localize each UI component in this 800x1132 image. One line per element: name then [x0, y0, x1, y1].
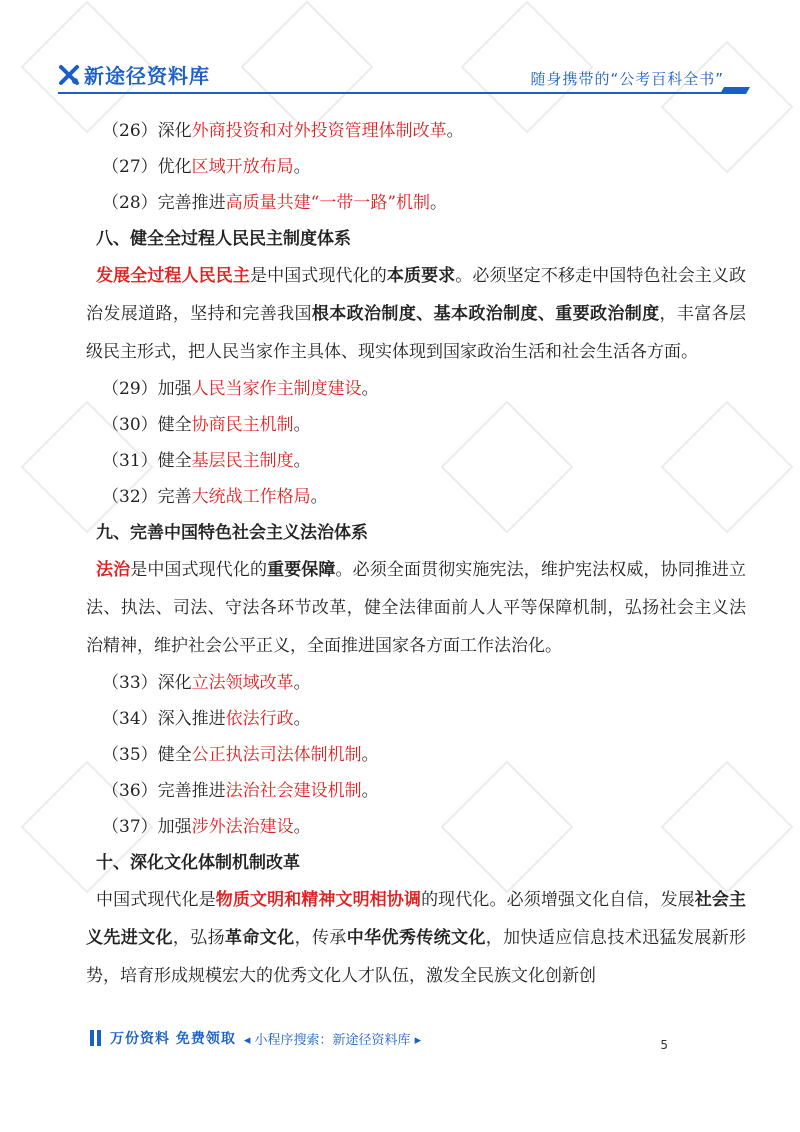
item-suffix: 。 — [430, 193, 448, 213]
item-highlight: 区域开放布局 — [191, 157, 294, 177]
item-suffix: 。 — [293, 673, 311, 693]
list-item — [86, 479, 746, 515]
paragraph-highlight: 法治 — [96, 560, 131, 580]
item-highlight: 法治社会建设机制 — [225, 781, 362, 801]
list-item — [86, 737, 746, 773]
section-heading: 八、健全全过程人民民主制度体系 — [96, 229, 351, 249]
item-prefix: （32）完善 — [102, 487, 192, 507]
paragraph-text: ，弘扬 — [172, 928, 226, 948]
footer-bar — [97, 1030, 101, 1046]
item-prefix: （35）健全 — [102, 745, 192, 765]
item-prefix: （26）深化 — [102, 121, 192, 141]
logo-text: 新途径资料库 — [84, 64, 210, 88]
footer-miniprogram: ◂ 小程序搜索：新途径资料库 ▸ — [243, 1032, 422, 1048]
logo — [58, 60, 210, 89]
item-suffix: 。 — [293, 451, 311, 471]
item-prefix: （30）健全 — [102, 415, 192, 435]
header-divider-tail — [720, 87, 750, 94]
list-item — [86, 185, 746, 221]
item-highlight: 依法行政 — [225, 709, 294, 729]
item-prefix: （31）健全 — [102, 451, 192, 471]
header-slogan: 随身携带的“公考百科全书” — [530, 70, 724, 88]
list-item — [86, 809, 746, 845]
paragraph-bold: 重要保障 — [267, 560, 336, 580]
page-footer — [90, 1028, 421, 1048]
item-suffix: 。 — [293, 415, 311, 435]
item-prefix: （29）加强 — [102, 379, 192, 399]
paragraph-bold: 革命文化 — [225, 928, 295, 948]
item-suffix: 。 — [293, 817, 311, 837]
list-item — [86, 149, 746, 185]
section-paragraph — [86, 881, 746, 995]
item-prefix: （33）深化 — [102, 673, 192, 693]
item-prefix: （27）优化 — [102, 157, 192, 177]
page-number: 5 — [660, 1038, 668, 1052]
item-suffix: 。 — [293, 709, 311, 729]
item-prefix: （36）完善推进 — [102, 781, 226, 801]
item-highlight: 人民当家作主制度建设 — [191, 379, 362, 399]
paragraph-text: 。必须坚定不移走中国特色社会主义政治发展道路，坚持和完善我国 — [86, 266, 747, 324]
paragraph-highlight: 物质文明和精神文明相协调 — [215, 890, 422, 910]
item-highlight: 立法领域改革 — [191, 673, 294, 693]
item-highlight: 大统战工作格局 — [191, 487, 311, 507]
paragraph-text: ，传承 — [294, 928, 347, 948]
paragraph-bold: 根本政治制度、基本政治制度、重要政治制度 — [311, 304, 660, 324]
item-prefix: （37）加强 — [102, 817, 192, 837]
section-paragraph — [86, 257, 746, 371]
footer-bar — [90, 1030, 94, 1046]
paragraph-text: 是中国式现代化的 — [249, 266, 387, 286]
item-highlight: 协商民主机制 — [191, 415, 294, 435]
paragraph-bold: 本质要求 — [386, 266, 456, 286]
logo-x-icon — [58, 64, 80, 86]
header-divider — [58, 92, 730, 94]
item-highlight: 外商投资和对外投资管理体制改革 — [191, 121, 447, 141]
item-highlight: 公正执法司法体制机制 — [191, 745, 362, 765]
paragraph-highlight: 发展全过程人民民主 — [96, 266, 250, 286]
paragraph-text: 。必须全面贯彻实施宪法，维护宪法权威，协同推进立法、执法、司法、守法各环节改革，健全法律面前人人平等保障机制，弘扬社会主义法治精神，维护社会公平正义，全面推进国家各方面工作法治化。 — [86, 560, 747, 656]
section-heading: 九、完善中国特色社会主义法治体系 — [96, 523, 368, 543]
item-suffix: 。 — [310, 487, 328, 507]
list-item — [86, 701, 746, 737]
list-item — [86, 407, 746, 443]
item-highlight: 基层民主制度 — [191, 451, 294, 471]
paragraph-text: 是中国式现代化的 — [130, 560, 268, 580]
item-suffix: 。 — [361, 379, 379, 399]
footer-promo: 万份资料 免费领取 — [110, 1031, 236, 1047]
paragraph-text: ，加快适应信息技术迅猛发展新形势，培育形成规模宏大的优秀文化人才队伍，激发全民族文化创新创 — [86, 928, 746, 986]
item-suffix: 。 — [293, 157, 311, 177]
paragraph-text: ，丰富各层级民主形式，把人民当家作主具体、现实体现到国家政治生活和社会生活各方面。 — [86, 304, 747, 362]
paragraph-text: 中国式现代化是 — [96, 890, 216, 910]
list-item — [86, 443, 746, 479]
list-item — [86, 665, 746, 701]
item-prefix: （34）深入推进 — [102, 709, 226, 729]
list-item — [86, 113, 746, 149]
document-body — [86, 113, 746, 995]
item-prefix: （28）完善推进 — [102, 193, 226, 213]
item-suffix: 。 — [361, 781, 379, 801]
item-highlight: 涉外法治建设 — [191, 817, 294, 837]
section-paragraph — [86, 551, 746, 665]
item-highlight: 高质量共建“一带一路”机制 — [225, 193, 431, 213]
list-item — [86, 371, 746, 407]
item-suffix: 。 — [361, 745, 379, 765]
list-item — [86, 773, 746, 809]
section-heading: 十、深化文化体制机制改革 — [96, 853, 300, 873]
page-header — [58, 56, 748, 96]
paragraph-bold: 社会主义先进文化 — [86, 890, 746, 948]
paragraph-bold: 中华优秀传统文化 — [346, 928, 486, 948]
paragraph-text: 的现代化。必须增强文化自信，发展 — [421, 890, 695, 910]
item-suffix: 。 — [446, 121, 464, 141]
